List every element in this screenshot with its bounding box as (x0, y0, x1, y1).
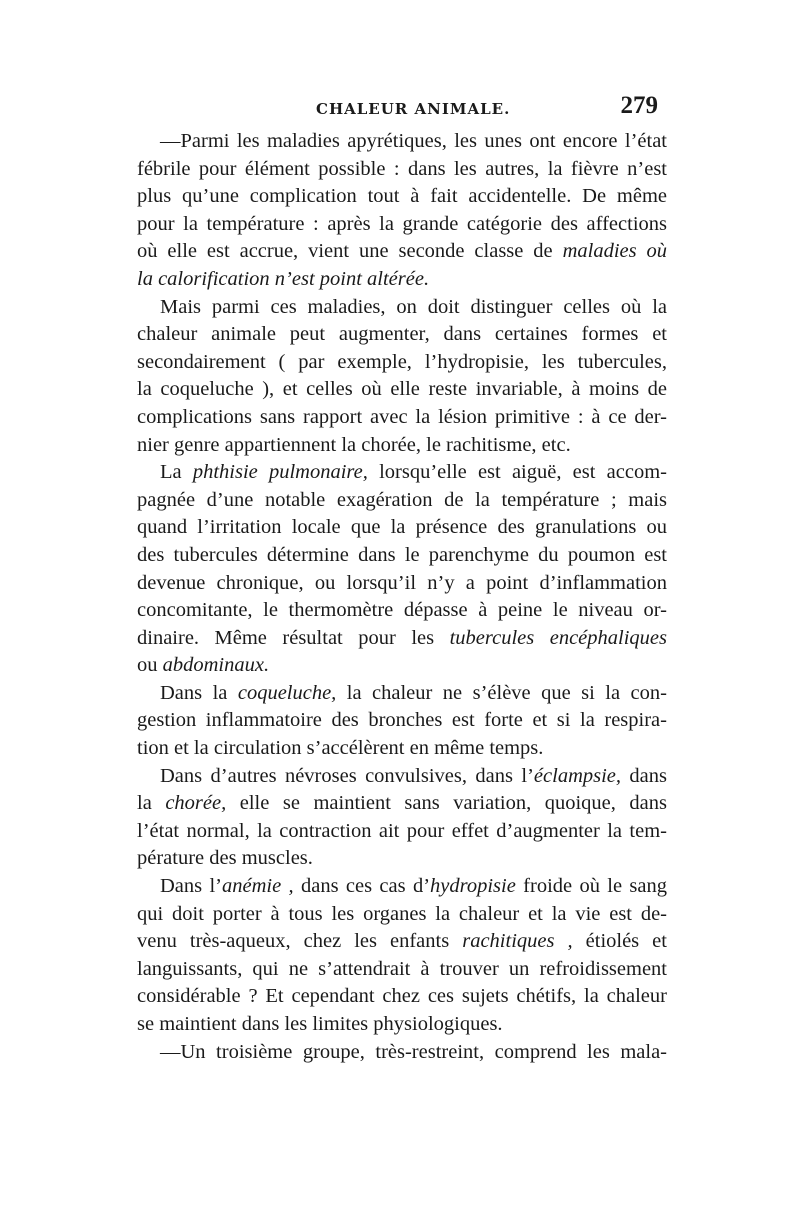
text-segment: des tubercules détermine dans le parenchyme du poumon est (137, 543, 667, 566)
text-line (137, 956, 667, 984)
text-segment: secondairement ( par exemple, l’hydropisie, les tubercules, (137, 350, 667, 373)
italic-text: coqueluche, (237, 681, 337, 704)
text-line (137, 570, 667, 598)
paragraph (137, 873, 667, 1039)
italic-text: chorée, (165, 792, 227, 815)
text-line (137, 238, 667, 266)
text-line (137, 763, 667, 791)
text-segment: nier genre appartiennent la chorée, le rachitisme, etc. (137, 433, 571, 456)
text-segment: la (137, 792, 166, 815)
text-segment: tion et la circulation s’accélèrent en même temps. (137, 737, 544, 760)
text-segment: Dans l’ (160, 875, 222, 898)
text-line (137, 625, 667, 653)
italic-text: tubercules encéphaliques (449, 626, 667, 649)
italic-text: la calorification n’est point altérée. (137, 267, 430, 290)
text-line (137, 983, 667, 1011)
text-line (137, 349, 667, 377)
text-line (137, 1039, 667, 1067)
text-line (137, 680, 667, 708)
text-line (137, 735, 667, 763)
italic-text: maladies où (562, 240, 667, 263)
text-segment: Dans d’autres névroses convulsives, dans l’ (160, 764, 534, 787)
text-line (137, 128, 667, 156)
text-line (137, 901, 667, 929)
text-line (137, 376, 667, 404)
text-segment: étiolés et (572, 930, 667, 953)
page-header (140, 92, 660, 126)
text-line (137, 1011, 667, 1039)
text-segment: pérature des muscles. (137, 847, 313, 870)
text-segment: complications sans rapport avec la lésion primitive : à ce der- (137, 405, 667, 428)
text-segment: venu très-aqueux, chez les enfants (137, 930, 463, 953)
text-line (137, 432, 667, 460)
text-line (137, 211, 667, 239)
text-segment: Dans la (160, 681, 238, 704)
text-line (137, 294, 667, 322)
text-segment: concomitante, le thermomètre dépasse à peine le niveau or- (137, 599, 667, 622)
text-segment: dans (621, 764, 668, 787)
text-segment: dinaire. Même résultat pour les (137, 626, 450, 649)
text-line (137, 514, 667, 542)
text-segment: plus qu’une complication tout à fait accidentelle. De même (137, 185, 667, 208)
text-line (137, 818, 667, 846)
text-segment: froide où le sang (515, 875, 667, 898)
text-segment: devenue chronique, ou lorsqu’il n’y a point d’inflammation (137, 571, 667, 594)
text-segment: considérable ? Et cependant chez ces sujets chétifs, la chaleur (137, 985, 667, 1008)
text-segment: la coqueluche ), et celles où elle reste invariable, à moins de (137, 378, 667, 401)
text-segment: dans ces cas d’ (293, 875, 431, 898)
text-line (137, 928, 667, 956)
text-segment: Mais parmi ces maladies, on doit distinguer celles où la (160, 295, 667, 318)
text-segment: —Un troisième groupe, très-restreint, comprend les mala- (160, 1040, 667, 1063)
text-line (137, 487, 667, 515)
text-line (137, 266, 667, 294)
text-segment: languissants, qui ne s’attendrait à trouver un refroidissement (137, 957, 667, 980)
text-segment: l’état normal, la contraction ait pour effet d’augmenter la tem- (137, 819, 667, 842)
body-text (137, 128, 667, 1066)
paragraph (137, 294, 667, 460)
text-segment: elle se maintient sans variation, quoique, dans (226, 792, 667, 815)
italic-text: phthisie pulmonaire, (192, 461, 368, 484)
text-line (137, 845, 667, 873)
italic-text: abdominaux. (162, 654, 270, 677)
paragraph (137, 128, 667, 294)
text-segment: La (160, 461, 193, 484)
text-line (137, 156, 667, 184)
text-line (137, 459, 667, 487)
paragraph (137, 763, 667, 873)
italic-text: anémie , (222, 875, 294, 898)
paragraph (137, 459, 667, 680)
text-line (137, 652, 667, 680)
text-segment: quand l’irritation locale que la présence des granulations ou (137, 516, 667, 539)
text-line (137, 790, 667, 818)
text-segment: lorsqu’elle est aiguë, est accom- (367, 461, 667, 484)
text-segment: ou (137, 654, 163, 677)
text-segment: fébrile pour élément possible : dans les autres, la fièvre n’est (137, 157, 667, 180)
text-line (137, 542, 667, 570)
running-title: CHALEUR ANIMALE. (316, 100, 511, 118)
text-segment: pagnée d’une notable exagération de la température ; mais (137, 488, 667, 511)
text-segment: où elle est accrue, vient une seconde classe de (137, 240, 563, 263)
text-segment: pour la température : après la grande catégorie des affections (137, 212, 667, 235)
text-segment: qui doit porter à tous les organes la chaleur et la vie est de- (137, 902, 667, 925)
text-line (137, 707, 667, 735)
text-segment: —Parmi les maladies apyrétiques, les unes ont encore l’état (160, 130, 667, 152)
italic-text: hydropisie (430, 875, 516, 898)
text-segment: gestion inflammatoire des bronches est forte et si la respira- (137, 709, 667, 732)
paragraph (137, 680, 667, 763)
text-segment: la chaleur ne s’élève que si la con- (336, 681, 667, 704)
text-line (137, 183, 667, 211)
text-segment: se maintient dans les limites physiologiques. (137, 1013, 503, 1035)
italic-text: éclampsie, (533, 764, 622, 787)
text-line (137, 321, 667, 349)
text-line (137, 873, 667, 901)
text-line (137, 404, 667, 432)
text-segment: chaleur animale peut augmenter, dans certaines formes et (137, 323, 667, 346)
paragraph (137, 1039, 667, 1067)
page-number: 279 (620, 92, 658, 119)
italic-text: rachitiques , (462, 930, 573, 953)
text-line (137, 597, 667, 625)
